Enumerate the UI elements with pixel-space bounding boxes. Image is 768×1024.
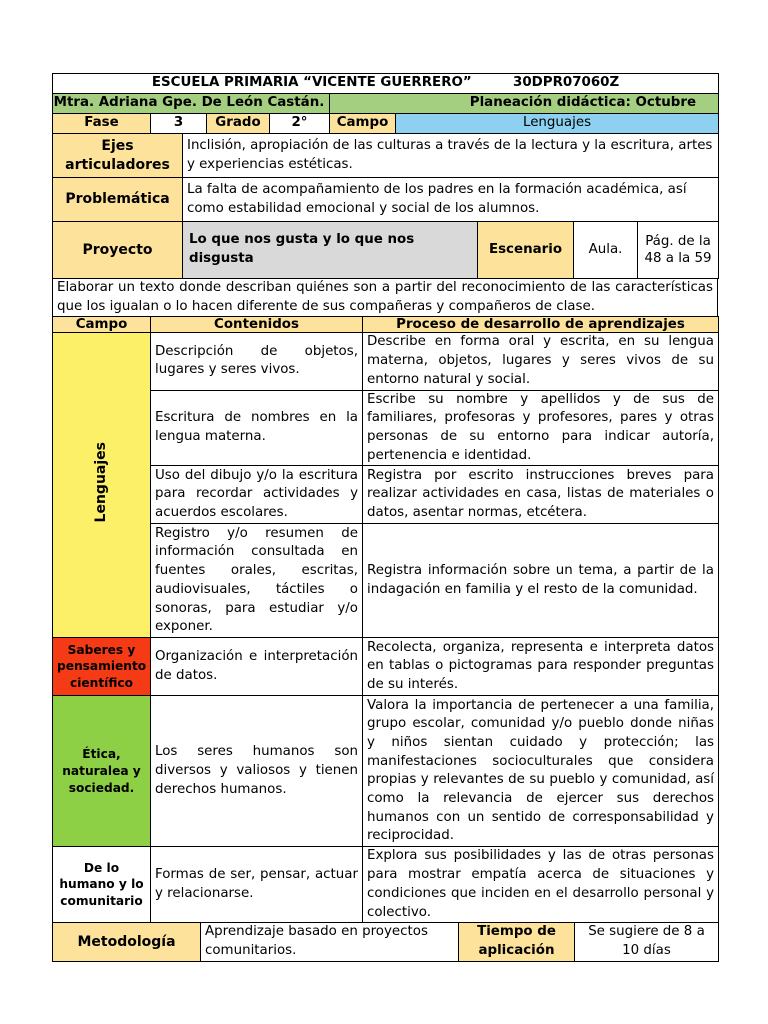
grado-value: 2° [270,114,330,134]
contenido-cell: Registro y/o resumen de información consultada en fuentes orales, escritas, audiovisuales, táctiles o sonoras, para estudiar y/o exponer. [151,524,363,638]
problematica-text: La falta de acompañamiento de los padres en la formación académica, así como estabilidad emocional y social de los alumnos. [183,178,719,222]
learning-table [52,316,719,923]
contenido-cell: Descripción de objetos, lugares y seres vivos. [151,333,363,390]
contenido-cell: Uso del dibujo y/o la escritura para recordar actividades y acuerdos escolares. [151,466,363,524]
campo-humano: De lo humano y lo comunitario [53,847,151,923]
grado-label: Grado [207,114,270,134]
ejes-text: Inclisión, apropiación de las culturas a través de la lectura y la escritura, artes y experiencias estéticas. [183,134,719,178]
contenido-cell: Escritura de nombres en la lengua materna. [151,390,363,466]
proyecto-name: Lo que nos gusta y lo que nos disgusta [183,222,478,279]
proceso-cell: Escribe su nombre y apellidos y de sus de familiares, profesoras y profesores, pares y otras personas de su entorno para indicar autoría, pertenencia e identidad. [363,390,719,466]
project-table [52,133,719,279]
description-table [52,278,718,317]
school-code: 30DPR07060Z [513,75,620,91]
table-row [53,638,719,696]
table-row [53,524,719,638]
proceso-cell: Describe en forma oral y escrita, en su lengua materna, objetos, lugares y seres vivos de su entorno natural y social. [363,333,719,390]
col-campo: Campo [53,317,151,333]
school-row [53,74,719,94]
proceso-cell: Explora sus posibilidades y las de otras personas para mostrar empatía acerca de situaciones y condiciones que inciden en el desarrollo personal y colectivo. [363,847,719,923]
table-row [53,847,719,923]
contenido-cell: Formas de ser, pensar, actuar y relacionarse. [151,847,363,923]
table-row [53,333,719,390]
campo-lenguajes [53,333,151,638]
fase-value: 3 [151,114,207,134]
problematica-label: Problemática [53,178,183,222]
fase-label: Fase [53,114,151,134]
escenario-label: Escenario [478,222,574,279]
proceso-cell: Registra por escrito instrucciones breves para realizar actividades en casa, listas de materiales o datos, asentar normas, etcétera. [363,466,719,524]
school-name: ESCUELA PRIMARIA “VICENTE GUERRERO” [151,75,472,91]
header-table [52,73,719,134]
col-contenidos: Contenidos [151,317,363,333]
campo-value: Lenguajes [396,114,719,134]
table-row [53,696,719,847]
campo-etica: Ética, naturalea y sociedad. [53,696,151,847]
proceso-cell: Recolecta, organiza, representa e interpreta datos en tablas o pictogramas para responder preguntas de su interés. [363,638,719,696]
ejes-label: Ejes articuladores [53,134,183,178]
project-description: Elaborar un texto donde describan quiénes son a partir del reconocimiento de las características que los igualan o lo hacen diferente de sus compañeras y compañeros de clase. [53,279,718,317]
table-row [53,466,719,524]
metodologia-label: Metodología [53,923,201,961]
teacher-name: Mtra. Adriana Gpe. De León Castán. [53,94,330,114]
planning-sheet [52,73,718,962]
campo-label: Campo [330,114,396,134]
proceso-cell: Registra información sobre un tema, a partir de la indagación en familia y el resto de la comunidad. [363,524,719,638]
metodologia-value: Aprendizaje basado en proyectos comunitarios. [201,923,459,961]
proyecto-label: Proyecto [53,222,183,279]
proceso-cell: Valora la importancia de pertenecer a una familia, grupo escolar, comunidad y/o pueblo donde niñas y niños sientan cuidado y protección; las manifestaciones socioculturales que considera propias y relevantes de su pueblo y comunidad, así como la relevancia de ejercer sus derechos humanos con un sentido de corresponsabilidad y reciprocidad. [363,696,719,847]
lenguajes-label: Lenguajes [93,441,110,523]
methodology-table [52,922,719,961]
tiempo-label: Tiempo de aplicación [459,923,575,961]
tiempo-value: Se sugiere de 8 a 10 días [575,923,719,961]
contenido-cell: Organización e interpretación de datos. [151,638,363,696]
col-proceso: Proceso de desarrollo de aprendizajes [363,317,719,333]
planning-title: Planeación didáctica: Octubre [330,94,719,114]
campo-saberes: Saberes y pensamiento científico [53,638,151,696]
escenario-value: Aula. [574,222,638,279]
proyecto-pages: Pág. de la 48 a la 59 [638,222,719,279]
table-row [53,390,719,466]
contenido-cell: Los seres humanos son diversos y valiosos y tienen derechos humanos. [151,696,363,847]
